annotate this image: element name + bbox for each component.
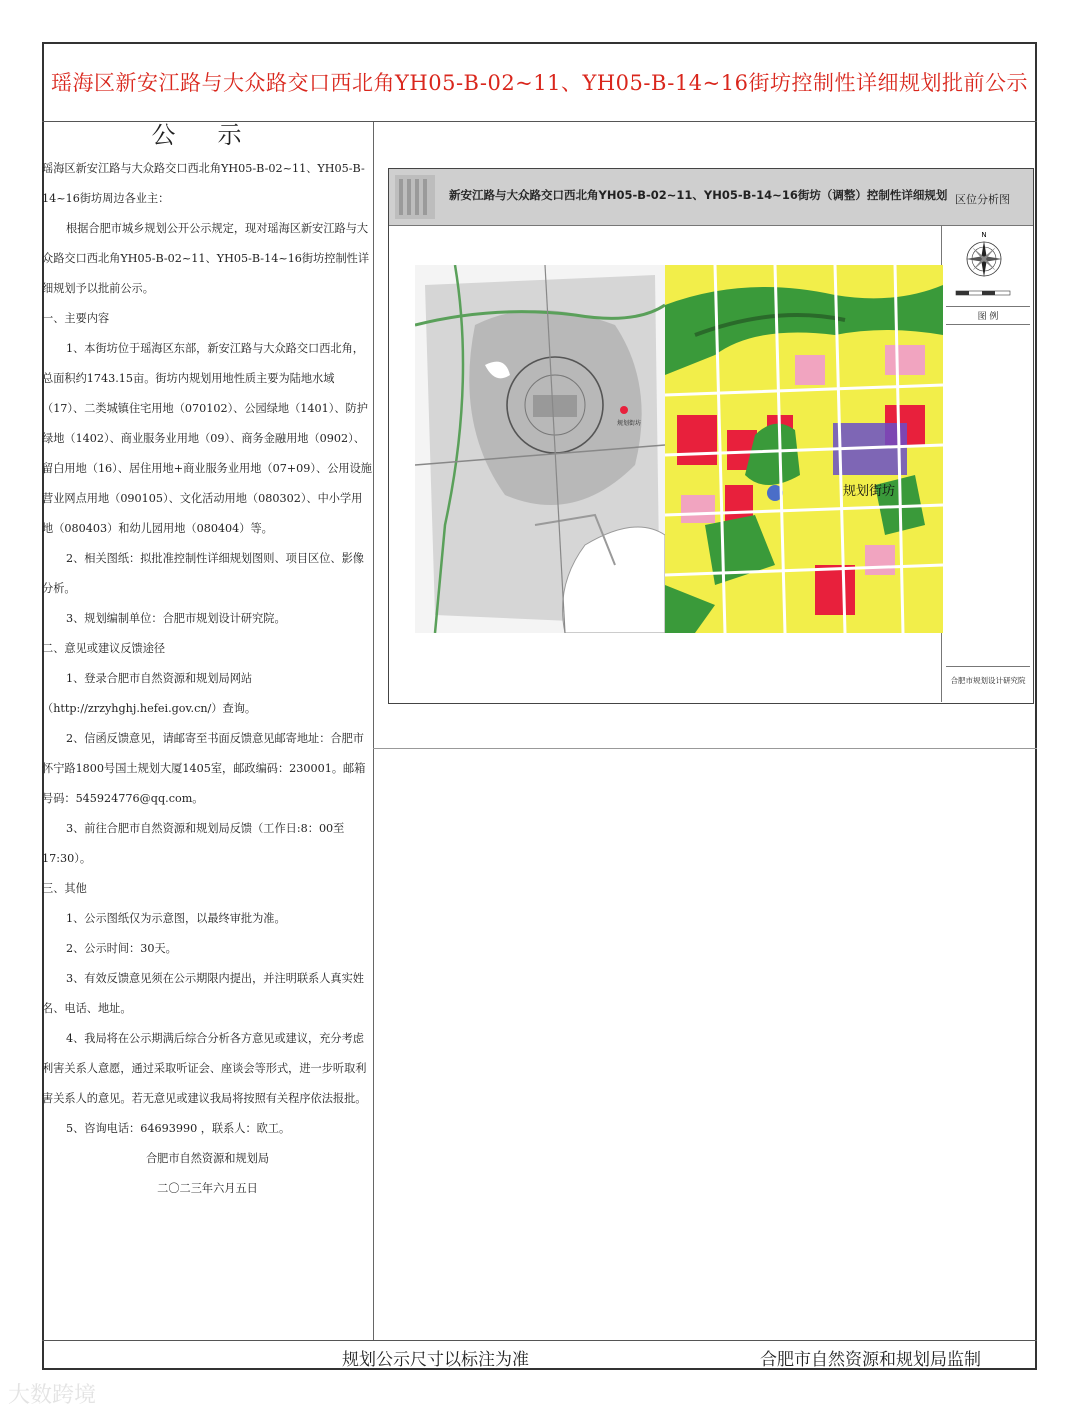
signature: 合肥市自然资源和规划局 (145, 1152, 270, 1165)
header-decoration (395, 175, 435, 219)
section-1-title: 一、主要内容 (42, 312, 110, 325)
item-3-5: 5、咨询电话：64693990 ，联系人：欧工。 (66, 1122, 291, 1135)
legend-label: 图 例 (977, 312, 999, 322)
item-1-2: 2、相关图纸：拟批准控制性详细规划图则、项目区位、影像分析。 (42, 552, 364, 595)
legend-column (941, 226, 1034, 702)
footer (42, 1340, 1037, 1371)
intro-paragraph: 根据合肥市城乡规划公开公示规定，现对瑶海区新安江路与大众路交口西北角YH05-B-02~11、YH05-B-14~16街坊控制性详细规划予以批前公示。 (42, 222, 370, 295)
site-label-small: 规划街坊 (617, 420, 642, 427)
notice-heading: 公示 (151, 121, 284, 149)
item-3-1: 1、公示图纸仅为示意图，以最终审批为准。 (66, 912, 286, 925)
addressee: 瑶海区新安江路与大众路交口西北角YH05-B-02~11、YH05-B-14~16街坊周边各业主： (42, 162, 365, 205)
item-3-3: 3、有效反馈意见须在公示期限内提出，并注明联系人真实姓名、电话、地址。 (42, 972, 364, 1015)
institute-label: 合肥市规划设计研究院 (950, 676, 1026, 685)
page-title: 瑶海区新安江路与大众路交口西北角YH05-B-02~11、YH05-B-14~16街坊控制性详细规划批前公示 (51, 70, 1028, 95)
map-title: 新安江路与大众路交口西北角YH05-B-02~11、YH05-B-14~16街坊（调整）控制性详细规划 (449, 188, 948, 202)
item-2-3: 3、前往合肥市自然资源和规划局反馈（工作日:8：00至17:30）。 (42, 822, 345, 865)
section-2-title: 二、意见或建议反馈途径 (42, 642, 166, 655)
item-2-1: 1、登录合肥市自然资源和规划局网站（http://zrzyhghj.hefei.gov.cn/）查询。 (42, 672, 257, 715)
item-3-2: 2、公示时间：30天。 (66, 942, 177, 955)
footer-issuer: 合肥市自然资源和规划局监制 (760, 1350, 981, 1370)
title-bar (42, 42, 1037, 122)
site-label: 规划街坊 (843, 484, 896, 499)
item-2-2: 2、信函反馈意见，请邮寄至书面反馈意见邮寄地址：合肥市怀宁路1800号国土规划大厦1405室，邮政编码：230001。邮箱号码：545924776@qq.com。 (42, 732, 366, 805)
notice-date: 二〇二三年六月五日 (157, 1182, 258, 1195)
compass-north-label: N (981, 231, 987, 239)
section-3-title: 三、其他 (42, 882, 87, 895)
item-3-4: 4、我局将在公示期满后综合分析各方意见或建议，充分考虑利害关系人意愿，通过采取听证会、座谈会等形式，进一步听取利害关系人的意见。若无意见或建议我局将按照有关程序依法报批。 (42, 1032, 367, 1105)
notice-text (42, 122, 373, 1204)
column-divider (373, 122, 374, 1340)
location-map (415, 265, 943, 633)
location-map-sheet (388, 168, 1034, 704)
map-header (389, 169, 1033, 226)
sheet-name: 区位分析图 (955, 193, 1010, 206)
watermark: 大数跨境 (8, 1383, 97, 1408)
right-divider (373, 748, 1037, 749)
footer-note: 规划公示尺寸以标注为准 (342, 1350, 529, 1370)
item-1-3: 3、规划编制单位：合肥市规划设计研究院。 (66, 612, 286, 625)
item-1-1: 1、本街坊位于瑶海区东部，新安江路与大众路交口西北角，总面积约1743.15亩。街坊内规划用地性质主要为陆地水域（17）、二类城镇住宅用地（070102）、公园绿地（1401）、防护绿地（1402）、商业服务业用地（09）、商务金融用地（0902）、留白用地（16）、居住用地+商业服务业用地（07+09）、公用设施营业网点用地（090105）、文化活动用地（080302）、中小学用地（080403）和幼儿园用地（080404）等。 (42, 342, 372, 535)
